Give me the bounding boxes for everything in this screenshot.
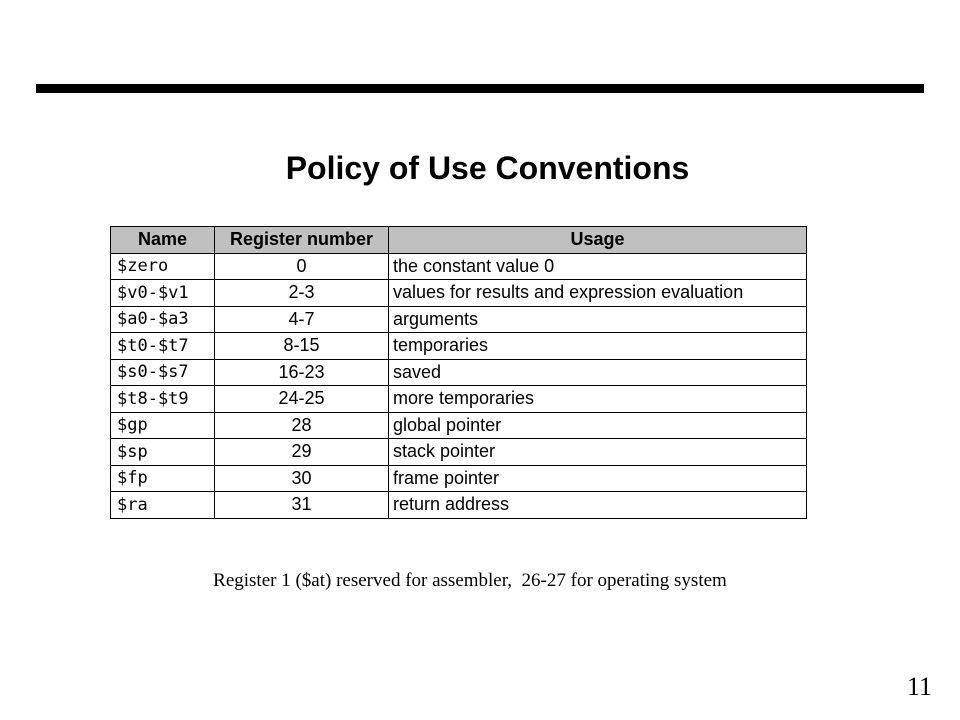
page-number: 11 (906, 672, 932, 701)
register-usage: return address (389, 492, 807, 519)
register-number: 24-25 (215, 386, 389, 413)
register-name: $fp (111, 465, 215, 492)
header-register-number: Register number (215, 227, 389, 254)
register-name: $s0-$s7 (111, 359, 215, 386)
register-usage: values for results and expression evaluation (389, 280, 807, 307)
register-usage: the constant value 0 (389, 253, 807, 280)
register-usage: stack pointer (389, 439, 807, 466)
register-number: 31 (215, 492, 389, 519)
register-number: 16-23 (215, 359, 389, 386)
table-row (111, 465, 807, 492)
register-number: 2-3 (215, 280, 389, 307)
register-name: $t8-$t9 (111, 386, 215, 413)
register-name: $ra (111, 492, 215, 519)
register-name: $v0-$v1 (111, 280, 215, 307)
register-number: 30 (215, 465, 389, 492)
register-usage: frame pointer (389, 465, 807, 492)
table-row (111, 306, 807, 333)
header-name: Name (111, 227, 215, 254)
register-number: 4-7 (215, 306, 389, 333)
table-row (111, 280, 807, 307)
table-row (111, 386, 807, 413)
table-row (111, 492, 807, 519)
slide-title: Policy of Use Conventions (285, 150, 690, 186)
register-name: $gp (111, 412, 215, 439)
register-number: 28 (215, 412, 389, 439)
table-row (111, 253, 807, 280)
register-number: 8-15 (215, 333, 389, 360)
table-row (111, 412, 807, 439)
table-row (111, 333, 807, 360)
register-name: $sp (111, 439, 215, 466)
register-usage: global pointer (389, 412, 807, 439)
footnote-text: Register 1 ($at) reserved for assembler, 26-27 for operating system (213, 570, 727, 591)
register-number: 29 (215, 439, 389, 466)
register-usage: more temporaries (389, 386, 807, 413)
register-usage: saved (389, 359, 807, 386)
register-number: 0 (215, 253, 389, 280)
register-usage: temporaries (389, 333, 807, 360)
table-row (111, 359, 807, 386)
table-header-row (111, 227, 807, 254)
register-name: $zero (111, 253, 215, 280)
top-divider-bar (36, 84, 924, 93)
register-conventions-table (110, 226, 807, 519)
table-row (111, 439, 807, 466)
header-usage: Usage (389, 227, 807, 254)
register-name: $t0-$t7 (111, 333, 215, 360)
register-name: $a0-$a3 (111, 306, 215, 333)
register-usage: arguments (389, 306, 807, 333)
